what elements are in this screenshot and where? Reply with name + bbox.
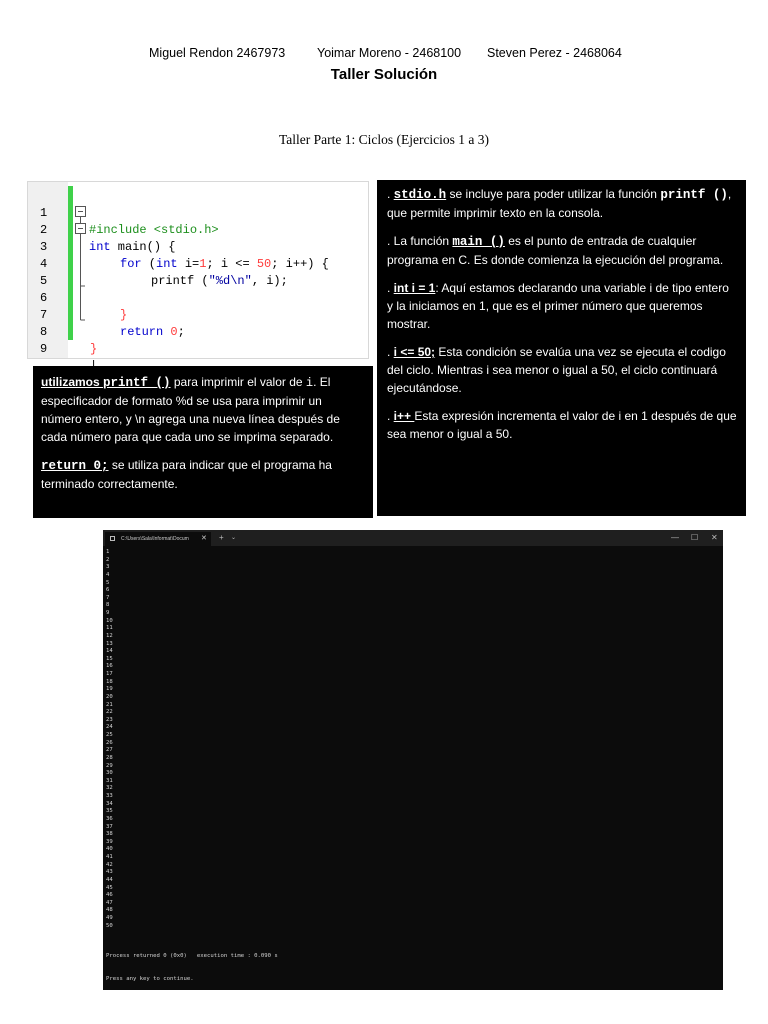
- author-1: Miguel Rendon 2467973: [149, 46, 286, 60]
- section-title: Taller Parte 1: Ciclos (Ejercicios 1 a 3): [278, 132, 490, 147]
- console-output-line: 13: [106, 640, 113, 647]
- console-output-line: 25: [106, 732, 113, 738]
- code-line-1: 1 #include <stdio.h>: [40, 206, 219, 237]
- console-output-line: 37: [106, 823, 113, 830]
- console-output-line: 18: [106, 678, 113, 685]
- console-output-line: 19: [106, 686, 113, 693]
- console-output-line: 38: [106, 831, 113, 838]
- terminal-tab-title: C:\Users\Sala\Informat\Docum: [121, 536, 189, 542]
- console-output-line: 35: [106, 808, 113, 815]
- console-output-line: 11: [106, 625, 113, 632]
- close-window-button[interactable]: ✕: [711, 533, 718, 542]
- console-output-line: 2: [106, 556, 110, 563]
- console-output-line: 49: [106, 915, 113, 921]
- console-output-line: 48: [106, 907, 113, 914]
- console-output-line: 17: [106, 671, 113, 677]
- code-line-8: 8 }: [40, 325, 98, 356]
- document-title: Taller Solución: [330, 66, 438, 83]
- console-output-line: 12: [106, 632, 113, 639]
- console-output-line: 23: [106, 716, 113, 723]
- console-output: [106, 549, 113, 930]
- console-output-line: 30: [106, 770, 113, 777]
- console-output-line: 34: [106, 800, 113, 807]
- console-output-line: 8: [106, 602, 110, 609]
- console-output-line: 16: [106, 663, 113, 670]
- console-output-line: 42: [106, 861, 113, 868]
- code-editor: [27, 181, 369, 359]
- new-tab-button[interactable]: +: [219, 533, 224, 542]
- increment-explanation: . i++ Esta expresión incrementa el valor de i en 1 después de que sea menor o igual a 50.: [387, 409, 737, 441]
- console-output-line: 29: [106, 762, 113, 769]
- press-any-key-line: Press any key to continue.: [106, 976, 194, 983]
- console-output-line: 15: [106, 655, 113, 662]
- console-output-line: 24: [106, 724, 113, 731]
- tab-close-icon[interactable]: ✕: [201, 535, 207, 542]
- console-output-line: 14: [106, 648, 113, 655]
- tab-dropdown-icon[interactable]: ⌄: [231, 535, 237, 541]
- minimize-button[interactable]: —: [671, 533, 679, 542]
- console-output-line: 22: [106, 709, 113, 716]
- code-line-6: 6 }: [40, 291, 128, 322]
- code-line-5: 5: [40, 274, 48, 288]
- console-output-line: 31: [106, 777, 113, 784]
- code-line-9: 9: [40, 342, 48, 356]
- terminal-tab-bar: [103, 530, 723, 546]
- maximize-button[interactable]: ☐: [691, 533, 699, 542]
- console-output-line: 40: [106, 846, 113, 853]
- console-output-line: 39: [106, 838, 113, 845]
- condition-explanation: . i <= 50; Esta condición se evalúa una vez se ejecuta el codigo del ciclo. Mientras i sea menor o igual a 50, el ciclo continuará ejecutándose.: [387, 345, 726, 395]
- console-output-line: 50: [106, 922, 113, 929]
- code-line-3: 3 for (int i=1; i <= 50; i++) {: [40, 240, 329, 271]
- console-output-line: 44: [106, 876, 113, 883]
- printf-explanation: utilizamos printf () para imprimir el valor de i. El especificador de formato %d se usa para imprimir un número entero, y \n agrega una nueva línea después de cada número para que cada uno se imprima separado.: [41, 375, 340, 444]
- console-output-line: 26: [106, 739, 113, 746]
- console-output-line: 33: [106, 793, 113, 799]
- console-output-line: 41: [106, 854, 113, 860]
- console-window: [103, 530, 723, 990]
- stdio-explanation: . stdio.h se incluye para poder utilizar la función printf (), que permite imprimir texto en la consola.: [387, 187, 732, 220]
- console-output-line: 3: [106, 564, 110, 571]
- authors-line: [0, 46, 768, 64]
- code-line-4: 4 printf ("%d\n", i);: [40, 257, 288, 288]
- console-output-line: 21: [106, 701, 113, 708]
- console-output-line: 6: [106, 587, 110, 594]
- code-line-7: 7 return 0;: [40, 308, 185, 339]
- console-output-line: 5: [106, 579, 110, 586]
- console-output-line: 46: [106, 892, 113, 899]
- console-footer: [106, 938, 278, 999]
- console-output-line: 9: [106, 610, 110, 616]
- console-output-line: 32: [106, 785, 113, 792]
- console-output-line: 7: [106, 594, 110, 601]
- console-output-line: 47: [106, 899, 113, 906]
- console-output-line: 10: [106, 617, 113, 624]
- console-output-line: 27: [106, 747, 113, 754]
- process-returned-line: Process returned 0 (0x0) execution time : 0.090 s: [106, 953, 278, 960]
- console-output-line: 28: [106, 754, 113, 761]
- console-output-line: 36: [106, 815, 113, 822]
- author-3: Steven Perez - 2468064: [487, 46, 622, 60]
- explanation-box-left: [33, 366, 373, 518]
- console-output-line: 20: [106, 693, 113, 700]
- terminal-tab[interactable]: [105, 532, 211, 546]
- console-output-line: 45: [106, 884, 113, 891]
- return-explanation: return 0; se utiliza para indicar que el programa ha terminado correctamente.: [41, 458, 332, 491]
- console-output-line: 43: [106, 869, 113, 876]
- author-2: Yoimar Moreno - 2468100: [317, 46, 462, 60]
- code-line-2: 2 int main() {: [40, 223, 176, 254]
- terminal-icon: [110, 536, 115, 541]
- init-explanation: . int i = 1: Aquí estamos declarando una variable i de tipo entero y la iniciamos en 1, que es el primer número que queremos mostrar.: [387, 281, 729, 331]
- explanation-box-right: [377, 180, 746, 516]
- console-output-line: 1: [106, 549, 110, 555]
- main-explanation: . La función main () es el punto de entrada de cualquier programa en C. Es donde comienza la ejecución del programa.: [387, 234, 724, 267]
- console-output-line: 4: [106, 571, 110, 578]
